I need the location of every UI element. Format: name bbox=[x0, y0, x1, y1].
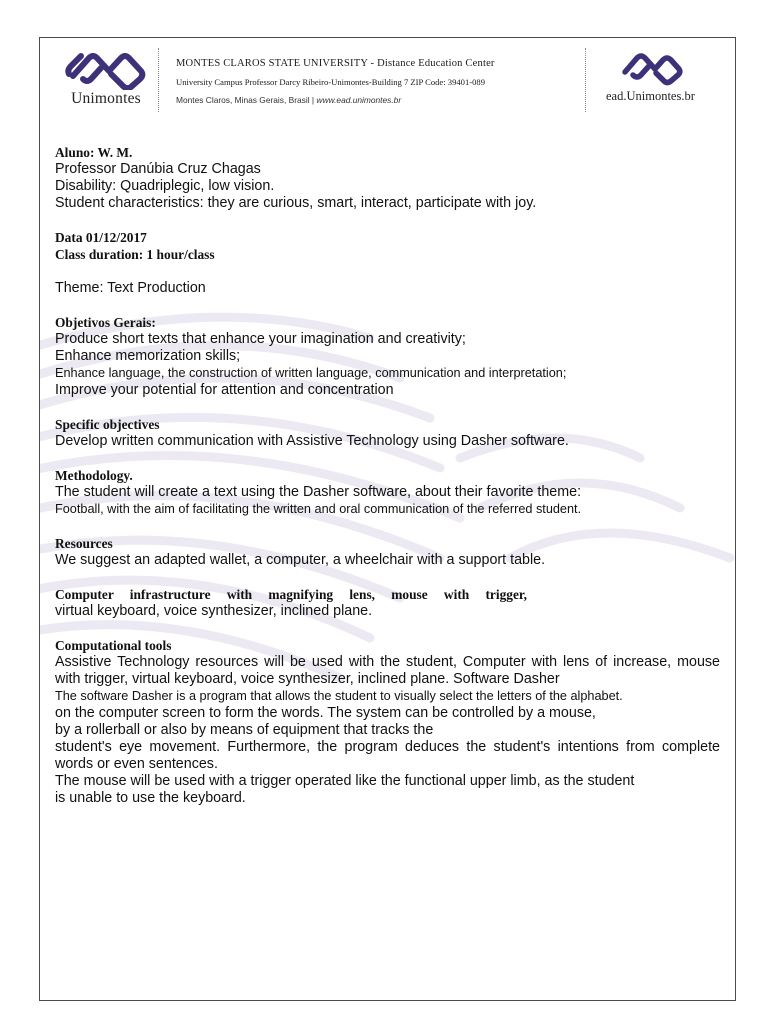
header-divider bbox=[158, 48, 159, 112]
class-theme: Theme: Text Production bbox=[55, 280, 206, 296]
dasher-description: student's eye movement. Furthermore, the program deduces the student's intentions from complete words or even sentences. bbox=[55, 739, 720, 772]
general-objective-item: Improve your potential for attention and concentration bbox=[55, 382, 394, 398]
professor-name: Professor Danúbia Cruz Chagas bbox=[55, 161, 261, 177]
resources-text: We suggest an adapted wallet, a computer, a wheelchair with a support table. bbox=[55, 552, 546, 568]
header-divider bbox=[585, 48, 586, 112]
student-name: Aluno: W. M. bbox=[55, 145, 133, 160]
methodology-heading: Methodology. bbox=[55, 468, 133, 483]
document-page bbox=[39, 37, 736, 1001]
mouse-description: The mouse will be used with a trigger operated like the functional upper limb, as the student bbox=[55, 773, 635, 789]
class-date: Data 01/12/2017 bbox=[55, 230, 147, 245]
dasher-description: The software Dasher is a program that allows the student to visually select the letters of the alphabet. bbox=[55, 689, 623, 703]
general-objectives-heading: Objetivos Gerais: bbox=[55, 315, 156, 330]
disability-text: Disability: Quadriplegic, low vision. bbox=[55, 178, 275, 194]
dasher-description: by a rollerball or also by means of equipment that tracks the bbox=[55, 722, 434, 738]
methodology-text: Football, with the aim of facilitating the written and oral communication of the referred student. bbox=[55, 502, 582, 516]
right-logo-text: ead.Unimontes.br bbox=[606, 89, 695, 103]
ead-logo-icon bbox=[619, 52, 683, 86]
general-objective-item: Enhance memorization skills; bbox=[55, 348, 241, 364]
mouse-description: is unable to use the keyboard. bbox=[55, 790, 246, 806]
unimontes-logo bbox=[54, 52, 158, 122]
dasher-description: on the computer screen to form the words. The system can be controlled by a mouse, bbox=[55, 705, 596, 721]
computational-tools-paragraph: Assistive Technology resources will be used with the student, Computer with lens of increase, mouse with trigger, virtual keyboard, voice synthesizer, inclined plane. Software Dasher bbox=[55, 654, 720, 687]
ead-logo bbox=[592, 52, 732, 110]
infrastructure-heading: Computer infrastructure with magnifying lens, mouse with trigger, bbox=[55, 587, 527, 602]
document-body bbox=[55, 144, 720, 807]
city-text: Montes Claros, Minas Gerais, Brasil | bbox=[176, 95, 315, 105]
university-city bbox=[176, 94, 581, 106]
letterhead bbox=[40, 38, 736, 128]
resources-heading: Resources bbox=[55, 536, 113, 551]
methodology-text: The student will create a text using the Dasher software, about their favorite theme: bbox=[55, 484, 582, 500]
university-address: University Campus Professor Darcy Ribeiro-Unimontes-Building 7 ZIP Code: 39401-089 bbox=[176, 77, 486, 87]
student-characteristics: Student characteristics: they are curious, smart, interact, participate with joy. bbox=[55, 195, 537, 211]
general-objective-item: Enhance language, the construction of written language, communication and interpretation; bbox=[55, 366, 567, 380]
specific-objectives-heading: Specific objectives bbox=[55, 417, 160, 432]
left-logo-text: Unimontes bbox=[71, 90, 141, 107]
general-objective-item: Produce short texts that enhance your imagination and creativity; bbox=[55, 331, 466, 347]
unimontes-logo-icon bbox=[65, 52, 147, 90]
class-duration: Class duration: 1 hour/class bbox=[55, 247, 215, 262]
university-info bbox=[176, 57, 581, 106]
specific-objectives-text: Develop written communication with Assistive Technology using Dasher software. bbox=[55, 433, 569, 449]
infrastructure-text: virtual keyboard, voice synthesizer, inclined plane. bbox=[55, 603, 373, 619]
university-name: MONTES CLAROS STATE UNIVERSITY - Distance Education Center bbox=[176, 58, 495, 69]
computational-tools-heading: Computational tools bbox=[55, 638, 172, 653]
website-link[interactable]: www.ead.unimontes.br bbox=[316, 95, 402, 105]
